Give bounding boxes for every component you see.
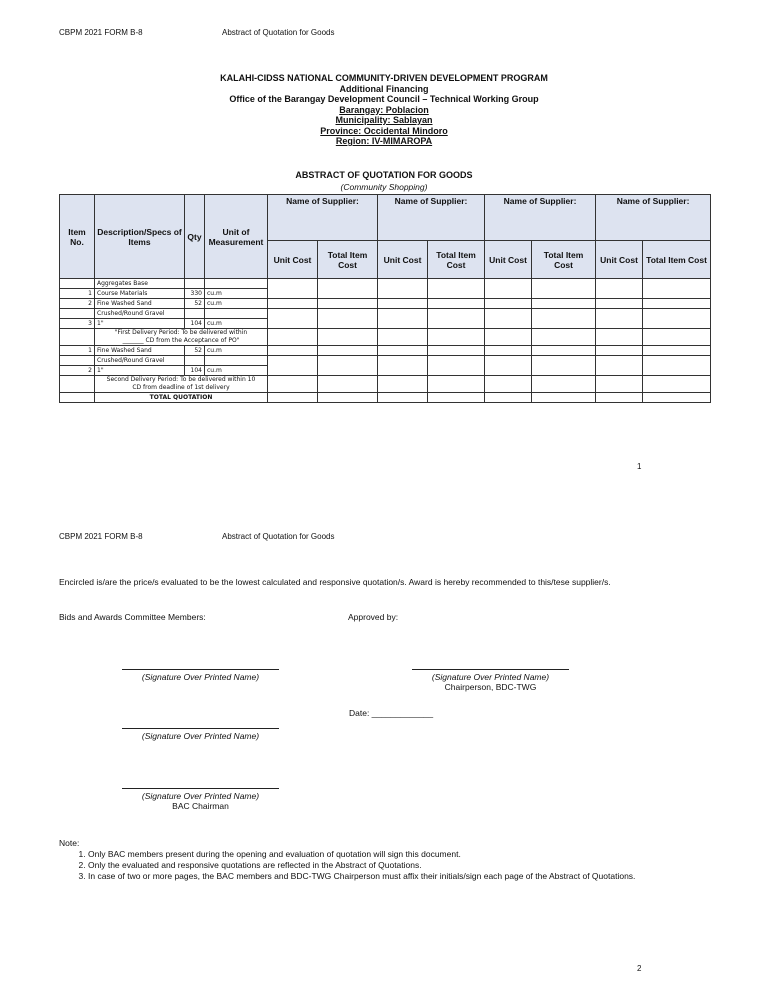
row-unit: cu.m: [205, 289, 268, 299]
table-row: [60, 299, 711, 309]
row-item-no: 3: [60, 319, 95, 329]
row-description: Fine Washed Sand: [95, 299, 185, 309]
office-line: Office of the Barangay Development Council – Technical Working Group: [229, 94, 539, 104]
form-title: Abstract of Quotation for Goods: [222, 28, 335, 37]
province-line: Province: Occidental Mindoro: [320, 125, 448, 136]
row-item-no: 1: [60, 289, 95, 299]
form-code: CBPM 2021 FORM B-8: [59, 28, 143, 37]
header-total-cost: Total Item Cost: [532, 241, 596, 279]
row-qty: 330: [185, 289, 205, 299]
row-item-no: 1: [60, 346, 95, 356]
header-unit: Unit of Measurement: [205, 195, 268, 279]
financing-line: Additional Financing: [339, 83, 429, 94]
row-unit: cu.m: [205, 319, 268, 329]
abstract-title: ABSTRACT OF QUOTATION FOR GOODS: [295, 170, 473, 180]
note-label: Note:: [59, 838, 80, 848]
municipality-line: Municipality: Sablayan: [335, 115, 433, 125]
header-description: Description/Specs of Items: [95, 195, 185, 279]
row-item-no: 2: [60, 299, 95, 309]
form-code-page2: CBPM 2021 FORM B-8: [59, 532, 143, 541]
delivery-period-row: [60, 376, 711, 393]
header-unit-cost: Unit Cost: [596, 241, 643, 279]
note-item: 1. Only BAC members present during the opening and evaluation of quotation will sign this document.: [88, 849, 668, 860]
document-header: [0, 73, 768, 147]
signature-line: [122, 788, 279, 789]
row-description: 1": [95, 366, 185, 376]
region-line: Region: IV-MIMAROPA: [335, 136, 433, 146]
header-item-no: Item No.: [60, 195, 95, 279]
abstract-subtitle: (Community Shopping): [340, 182, 428, 192]
header-unit-cost: Unit Cost: [485, 241, 532, 279]
note-item: 2. Only the evaluated and responsive quotations are reflected in the Abstract of Quotations.: [88, 860, 668, 871]
header-supplier-2: Name of Supplier:: [378, 195, 485, 241]
row-description: Aggregates Base: [95, 279, 185, 289]
header-total-cost: Total Item Cost: [643, 241, 711, 279]
header-total-cost: Total Item Cost: [318, 241, 378, 279]
row-description: Crushed/Round Gravel: [95, 309, 185, 319]
total-quotation-row: [60, 393, 711, 403]
row-qty: 52: [185, 346, 205, 356]
award-recommendation-text: Encircled is/are the price/s evaluated to be the lowest calculated and responsive quotation/s. Award is hereby recommended to this/tese supplier/s.: [59, 577, 611, 587]
row-qty: 104: [185, 366, 205, 376]
notes-list: [74, 849, 668, 882]
date-field: Date: _____________: [349, 708, 434, 718]
header-total-cost: Total Item Cost: [428, 241, 485, 279]
row-description: Course Materials: [95, 289, 185, 299]
signature-caption: (Signature Over Printed Name): [141, 731, 260, 741]
header-supplier-3: Name of Supplier:: [485, 195, 596, 241]
bac-chairman-title: BAC Chairman: [172, 801, 229, 811]
header-unit-cost: Unit Cost: [378, 241, 428, 279]
row-qty: 52: [185, 299, 205, 309]
signature-line: [122, 728, 279, 729]
signature-line: [122, 669, 279, 670]
total-quotation-label: TOTAL QUOTATION: [95, 393, 268, 403]
row-description: Crushed/Round Gravel: [95, 356, 185, 366]
signature-caption: (Signature Over Printed Name): [431, 672, 550, 682]
row-unit: cu.m: [205, 346, 268, 356]
row-unit: cu.m: [205, 366, 268, 376]
chairperson-title: Chairperson, BDC-TWG: [444, 682, 537, 692]
quotation-table: [59, 194, 711, 403]
bac-members-label: Bids and Awards Committee Members:: [59, 612, 206, 622]
form-title-page2: Abstract of Quotation for Goods: [222, 532, 335, 541]
note-item: 3. In case of two or more pages, the BAC members and BDC-TWG Chairperson must affix their initials/sign each page of the Abstract of Quotations.: [88, 871, 668, 882]
row-qty: 104: [185, 319, 205, 329]
first-delivery-line-2: _______ CD from the Acceptance of PO": [122, 337, 240, 344]
program-title: KALAHI-CIDSS NATIONAL COMMUNITY-DRIVEN DEVELOPMENT PROGRAM: [220, 73, 548, 83]
row-description: Fine Washed Sand: [95, 346, 185, 356]
table-row: [60, 309, 711, 319]
table-row: [60, 346, 711, 356]
header-qty: Qty: [185, 195, 205, 279]
table-row: [60, 279, 711, 289]
row-description: 1": [95, 319, 185, 329]
approved-by-label: Approved by:: [348, 612, 399, 622]
signature-caption: (Signature Over Printed Name): [141, 791, 260, 801]
delivery-period-row: [60, 329, 711, 346]
header-supplier-1: Name of Supplier:: [268, 195, 378, 241]
row-item-no: 2: [60, 366, 95, 376]
header-unit-cost: Unit Cost: [268, 241, 318, 279]
signature-line: [412, 669, 569, 670]
second-delivery-line-1: Second Delivery Period: To be delivered within 10: [106, 376, 256, 383]
table-header-row: [60, 195, 711, 241]
page-number-1: 1: [637, 462, 642, 471]
page-number-2: 2: [637, 964, 642, 973]
second-delivery-line-2: CD from deadline of 1st delivery: [132, 384, 230, 391]
table-row: [60, 356, 711, 366]
signature-caption: (Signature Over Printed Name): [141, 672, 260, 682]
first-delivery-line-1: "First Delivery Period: To be delivered within: [114, 329, 248, 336]
barangay-line: Barangay: Poblacion: [339, 104, 429, 115]
header-supplier-4: Name of Supplier:: [596, 195, 711, 241]
row-unit: cu.m: [205, 299, 268, 309]
